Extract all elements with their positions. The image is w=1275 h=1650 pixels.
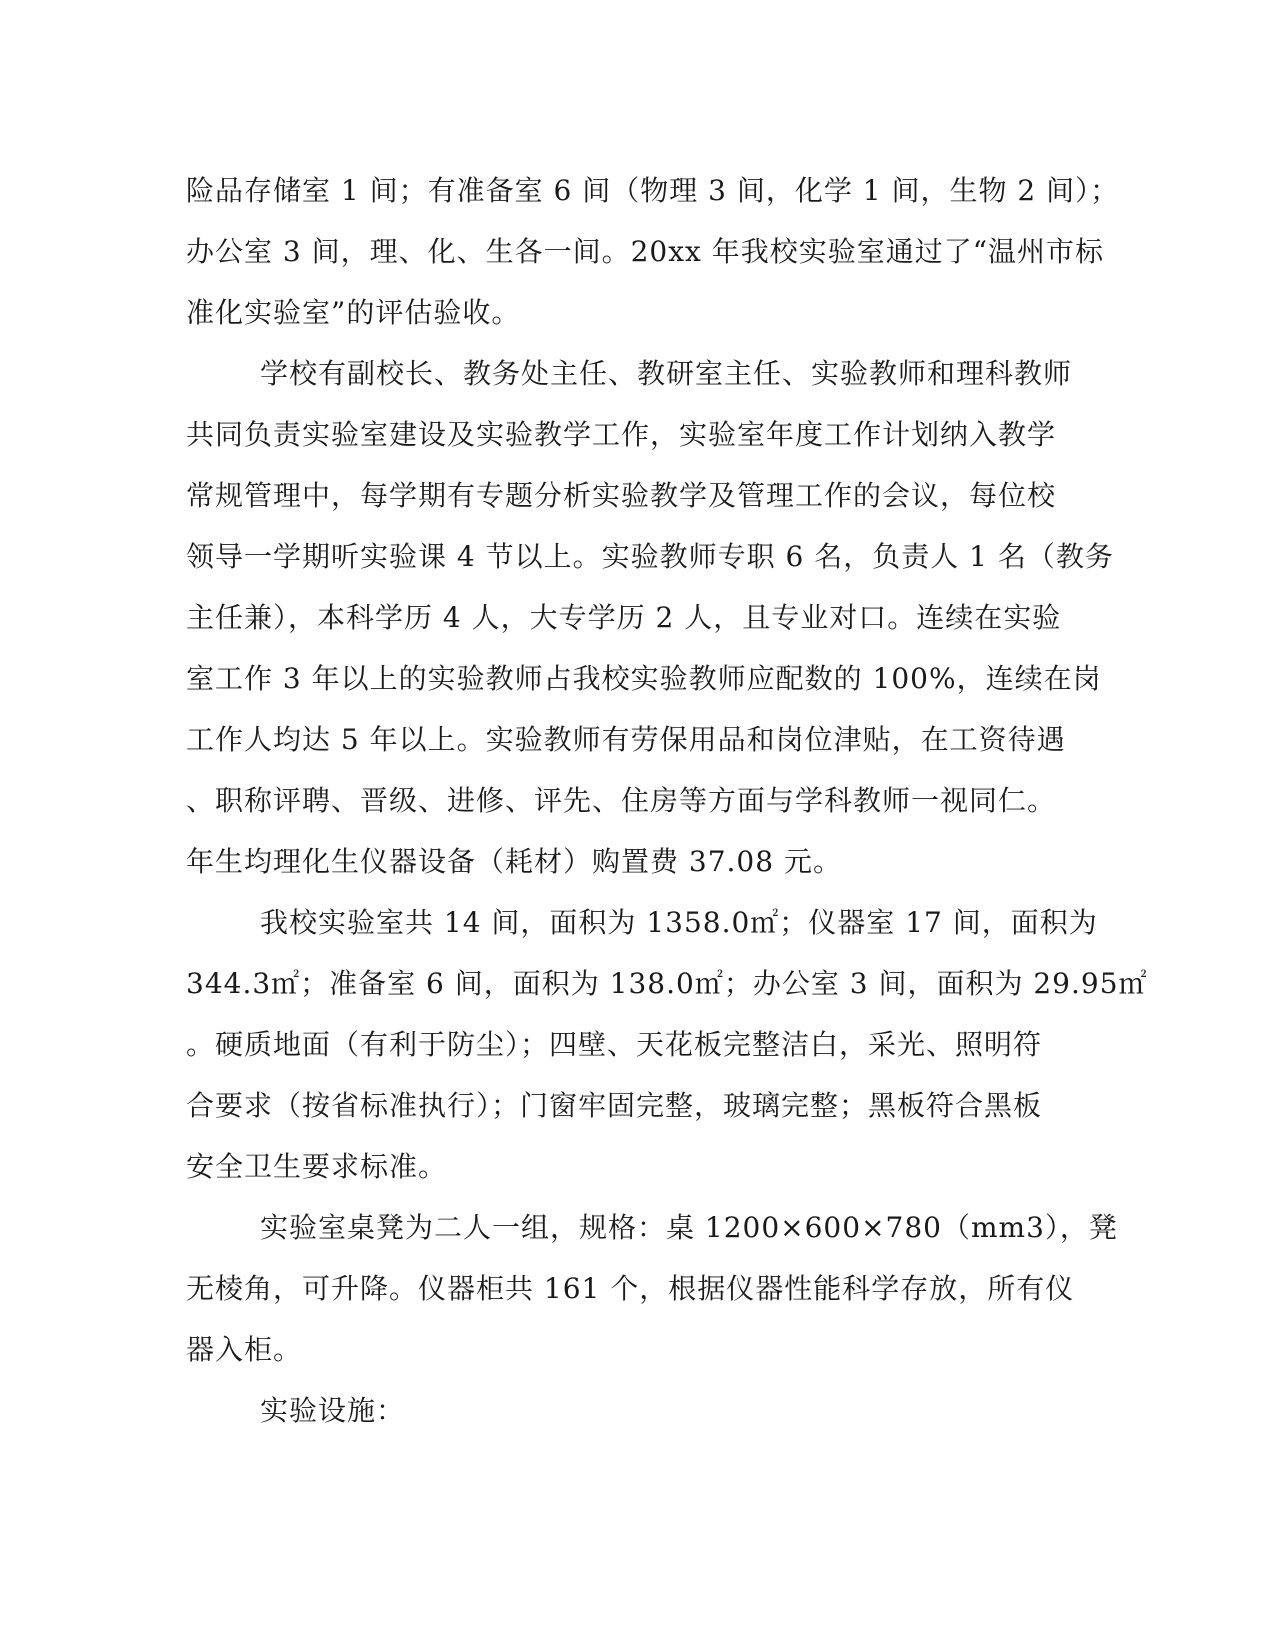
text-line: 。硬质地面（有利于防尘）；四壁、天花板完整洁白，采光、照明符 (186, 1028, 1043, 1061)
document-body (186, 160, 1148, 1441)
paragraph-equipment-heading (186, 1380, 1076, 1441)
text-line: 常规管理中，每学期有专题分析实验教学及管理工作的会议，每位校 (186, 479, 1057, 512)
text-line: 、职称评聘、晋级、进修、评先、住房等方面与学科教师一视同仁。 (186, 784, 1057, 817)
text-line: 合要求（按省标准执行）；门窗牢固完整，玻璃完整；黑板符合黑板 (186, 1089, 1043, 1122)
paragraph-facilities-area (186, 892, 1148, 1197)
text-line: 器入柜。 (186, 1333, 303, 1366)
text-line: 安全卫生要求标准。 (186, 1150, 448, 1183)
paragraph-furniture (186, 1197, 1118, 1380)
text-line: 共同负责实验室建设及实验教学工作，实验室年度工作计划纳入教学 (186, 418, 1057, 451)
paragraph-staff (186, 343, 1114, 892)
text-line: 实验设施： (260, 1394, 406, 1427)
text-line: 室工作 3 年以上的实验教师占我校实验教师应配数的 100%，连续在岗 (186, 662, 1102, 695)
text-line: 领导一学期听实验课 4 节以上。实验教师专职 6 名，负责人 1 名（教务 (186, 540, 1114, 573)
text-line: 主任兼），本科学历 4 人，大专学历 2 人，且专业对口。连续在实验 (186, 601, 1062, 634)
paragraph-lab-rooms (186, 160, 1120, 343)
text-line: 准化实验室”的评估验收。 (186, 296, 521, 329)
text-line: 险品存储室 1 间；有准备室 6 间（物理 3 间，化学 1 间，生物 2 间）； (186, 174, 1120, 207)
text-line: 工作人均达 5 年以上。实验教师有劳保用品和岗位津贴，在工资待遇 (186, 723, 1066, 756)
text-line: 实验室桌凳为二人一组，规格：桌 1200×600×780（mm3），凳 (260, 1211, 1118, 1244)
text-line: 344.3㎡；准备室 6 间，面积为 138.0㎡；办公室 3 间，面积为 29.95㎡ (186, 967, 1148, 1000)
text-line: 年生均理化生仪器设备（耗材）购置费 37.08 元。 (186, 845, 842, 878)
text-line: 无棱角，可升降。仪器柜共 161 个，根据仪器性能科学存放，所有仪 (186, 1272, 1075, 1305)
text-line: 学校有副校长、教务处主任、教研室主任、实验教师和理科教师 (260, 357, 1073, 390)
text-line: 我校实验室共 14 间，面积为 1358.0㎡；仪器室 17 间，面积为 (260, 906, 1098, 939)
text-line: 办公室 3 间，理、化、生各一间。20xx 年我校实验室通过了“温州市标 (186, 235, 1105, 268)
